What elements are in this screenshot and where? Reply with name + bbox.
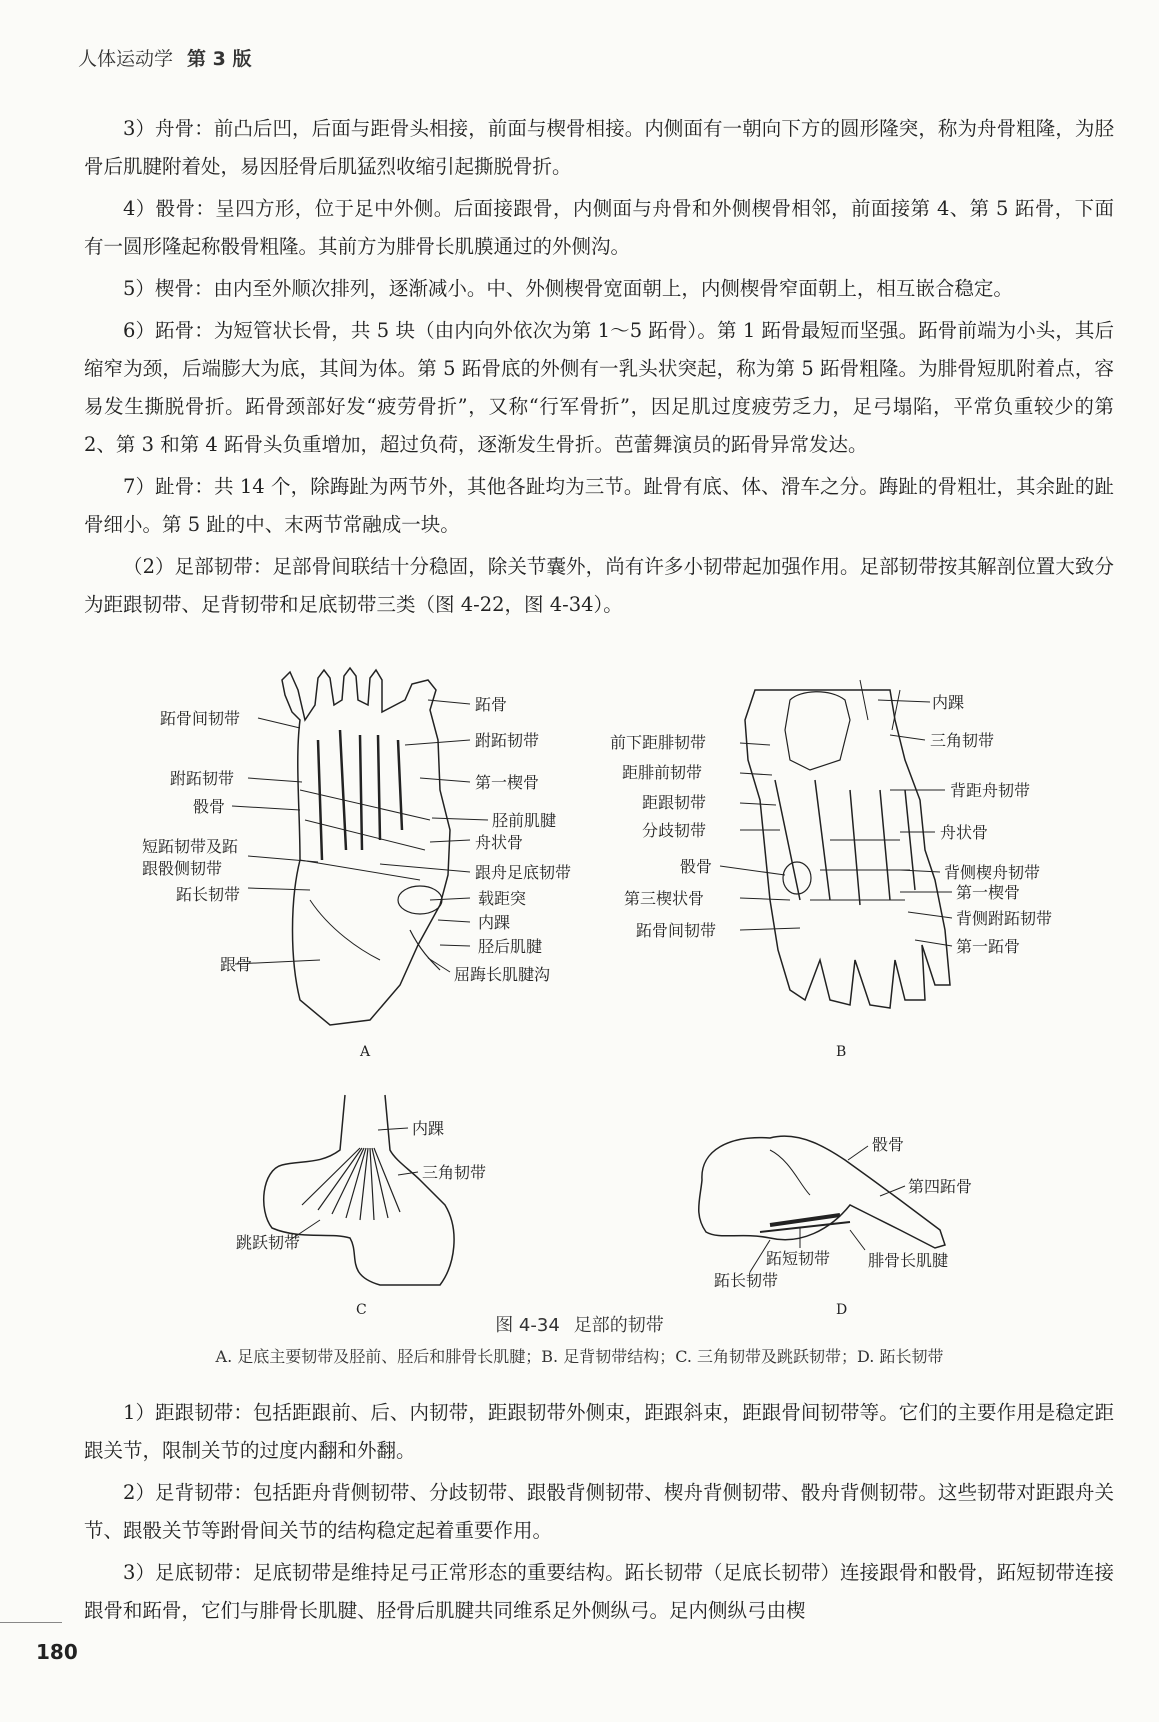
label-b-third-cuneiform: 第三楔状骨 <box>624 889 705 908</box>
paragraph-cuneiform: 5）楔骨：由内至外顺次排列，逐渐减小。中、外侧楔骨宽面朝上，内侧楔骨窄面朝上，相互嵌合稳定。 <box>123 277 1013 300</box>
label-a-tarsometatarsal-left: 跗跖韧带 <box>170 769 235 788</box>
page-number: 180 <box>36 1640 78 1664</box>
label-a-calcaneus: 跟骨 <box>220 955 253 974</box>
label-b-deltoid: 三角韧带 <box>930 731 995 750</box>
label-c-deltoid: 三角韧带 <box>422 1163 487 1182</box>
lower-text-block <box>84 1394 1114 1634</box>
figure-title: 足部的韧带 <box>573 1315 664 1336</box>
label-b-navicular: 舟状骨 <box>940 823 989 842</box>
label-b-dorsal-tarsometatarsal: 背侧跗跖韧带 <box>956 909 1053 928</box>
label-b-intermetatarsal: 跖骨间韧带 <box>636 921 717 940</box>
label-a-short-plantar-1: 短跖韧带及跖 <box>142 837 239 856</box>
label-a-navicular: 舟状骨 <box>475 833 524 852</box>
label-d-short-plantar: 跖短韧带 <box>766 1249 831 1268</box>
label-b-medial-malleolus: 内踝 <box>932 693 965 712</box>
label-d-cuboid: 骰骨 <box>872 1135 905 1154</box>
label-a-long-plantar: 跖长韧带 <box>176 885 241 904</box>
label-b-cuboid: 骰骨 <box>680 857 713 876</box>
panel-c-leaders <box>290 1128 418 1240</box>
paragraph-metatarsal: 6）跖骨：为短管状长骨，共 5 块（由内向外依次为第 1～5 跖骨）。第 1 跖骨最短而坚强。跖骨前端为小头，其后缩窄为颈，后端膨大为底，其间为体。第 5 跖骨底的外侧有一乳头状突起，称为第 5 跖骨粗隆。为腓骨短肌附着点，容易发生撕脱骨折。跖骨颈部好发“疲劳骨折”，又称“行军骨折”，因足肌过度疲劳乏力，足弓塌陷，平常负重较少的第 2、第 3 和第 4 跖骨头负重增加，超过负荷，逐渐发生骨折。芭蕾舞演员的跖骨异常发达。 <box>84 319 1114 456</box>
label-a-tarsometatarsal-right: 跗跖韧带 <box>475 731 540 750</box>
label-a-cuboid: 骰骨 <box>193 797 226 816</box>
panel-b-illustration <box>745 680 950 1008</box>
label-b-dorsal-talonavicular: 背距舟韧带 <box>950 781 1031 800</box>
label-b-bifurcate: 分歧韧带 <box>642 821 707 840</box>
paragraph-phalanx: 7）趾骨：共 14 个，除踇趾为两节外，其他各趾均为三节。趾骨有底、体、滑车之分。踇趾的骨粗壮，其余趾的趾骨细小。第 5 趾的中、末两节常融成一块。 <box>84 475 1114 536</box>
panel-b-leaders <box>720 700 952 946</box>
book-title: 人体运动学 <box>78 48 174 70</box>
paragraph-foot-ligaments: （2）足部韧带：足部骨间联结十分稳固，除关节囊外，尚有许多小韧带起加强作用。足部韧带按其解剖位置大致分为距跟韧带、足背韧带和足底韧带三类（图 4-22，图 4-34）。 <box>84 555 1114 616</box>
label-b-dorsal-cuneonavicular: 背侧楔舟韧带 <box>944 863 1041 882</box>
label-d-long-plantar: 跖长韧带 <box>714 1271 779 1290</box>
paragraph-navicular: 3）舟骨：前凸后凹，后面与距骨头相接，前面与楔骨相接。内侧面有一朝向下方的圆形隆突，称为舟骨粗隆，为胫骨后肌腱附着处，易因胫骨后肌猛烈收缩引起撕脱骨折。 <box>84 117 1114 178</box>
label-c-spring: 跳跃韧带 <box>236 1233 301 1252</box>
figure-caption-title <box>0 1311 1159 1337</box>
label-a-spring-ligament: 跟舟足底韧带 <box>475 863 572 882</box>
panel-b-letter: B <box>836 1044 847 1060</box>
paragraph-dorsal: 2）足背韧带：包括距舟背侧韧带、分歧韧带、跟骰背侧韧带、楔舟背侧韧带、骰舟背侧韧带。这些韧带对距跟舟关节、跟骰关节等跗骨间关节的结构稳定起着重要作用。 <box>84 1481 1114 1542</box>
label-a-intermetatarsal: 跖骨间韧带 <box>160 709 241 728</box>
panel-a-illustration <box>282 668 450 1025</box>
footer-rule <box>0 1622 62 1623</box>
label-b-ant-inf-tibiofibular: 前下距腓韧带 <box>610 733 707 752</box>
label-a-medial-malleolus: 内踝 <box>478 913 511 932</box>
label-b-first-cuneiform: 第一楔骨 <box>956 883 1021 902</box>
label-d-peroneus-longus: 腓骨长肌腱 <box>868 1251 949 1270</box>
label-b-first-metatarsal: 第一跖骨 <box>956 937 1021 956</box>
label-a-tibialis-anterior: 胫前肌腱 <box>492 811 557 830</box>
panel-d-labels <box>714 1135 972 1318</box>
label-b-talocalcaneal: 距跟韧带 <box>642 793 707 812</box>
paragraph-cuboid: 4）骰骨：呈四方形，位于足中外侧。后面接跟骨，内侧面与舟骨和外侧楔骨相邻，前面接第 4、第 5 跖骨，下面有一圆形隆起称骰骨粗隆。其前方为腓骨长肌膜通过的外侧沟。 <box>84 197 1114 258</box>
label-d-fourth-metatarsal: 第四跖骨 <box>908 1177 973 1196</box>
panel-c-letter: C <box>356 1302 367 1318</box>
label-a-tibialis-posterior: 胫后肌腱 <box>478 937 543 956</box>
panel-a-letter: A <box>360 1044 371 1060</box>
panel-b-labels <box>610 693 1052 1060</box>
label-a-short-plantar-2: 跟骰侧韧带 <box>142 859 223 878</box>
figure-caption-desc: A. 足底主要韧带及胫前、胫后和腓骨长肌腱；B. 足背韧带结构；C. 三角韧带及跳跃韧带；D. 跖长韧带 <box>215 1347 944 1366</box>
label-a-metatarsal: 跖骨 <box>475 695 508 714</box>
label-b-ant-talofibular: 距腓前韧带 <box>622 763 703 782</box>
label-a-fhl-groove: 屈踇长肌腱沟 <box>454 965 551 984</box>
edition-label: 第 3 版 <box>187 48 252 70</box>
paragraph-talocalcaneal: 1）距跟韧带：包括距跟前、后、内韧带，距跟韧带外侧束，距跟斜束，距跟骨间韧带等。它们的主要作用是稳定距跟关节，限制关节的过度内翻和外翻。 <box>84 1401 1114 1462</box>
label-a-sustentaculum: 载距突 <box>478 889 527 908</box>
panel-d-letter: D <box>836 1302 848 1318</box>
paragraph-plantar: 3）足底韧带：足底韧带是维持足弓正常形态的重要结构。跖长韧带（足底长韧带）连接跟骨和骰骨，跖短韧带连接跟骨和跖骨，它们与腓骨长肌腱、胫骨后肌腱共同维系足外侧纵弓。足内侧纵弓由楔 <box>84 1561 1114 1622</box>
label-a-first-cuneiform: 第一楔骨 <box>475 773 540 792</box>
label-c-medial-malleolus: 内踝 <box>412 1119 445 1138</box>
panel-a-labels <box>142 695 571 1060</box>
figure-number: 图 4-34 <box>495 1315 560 1336</box>
